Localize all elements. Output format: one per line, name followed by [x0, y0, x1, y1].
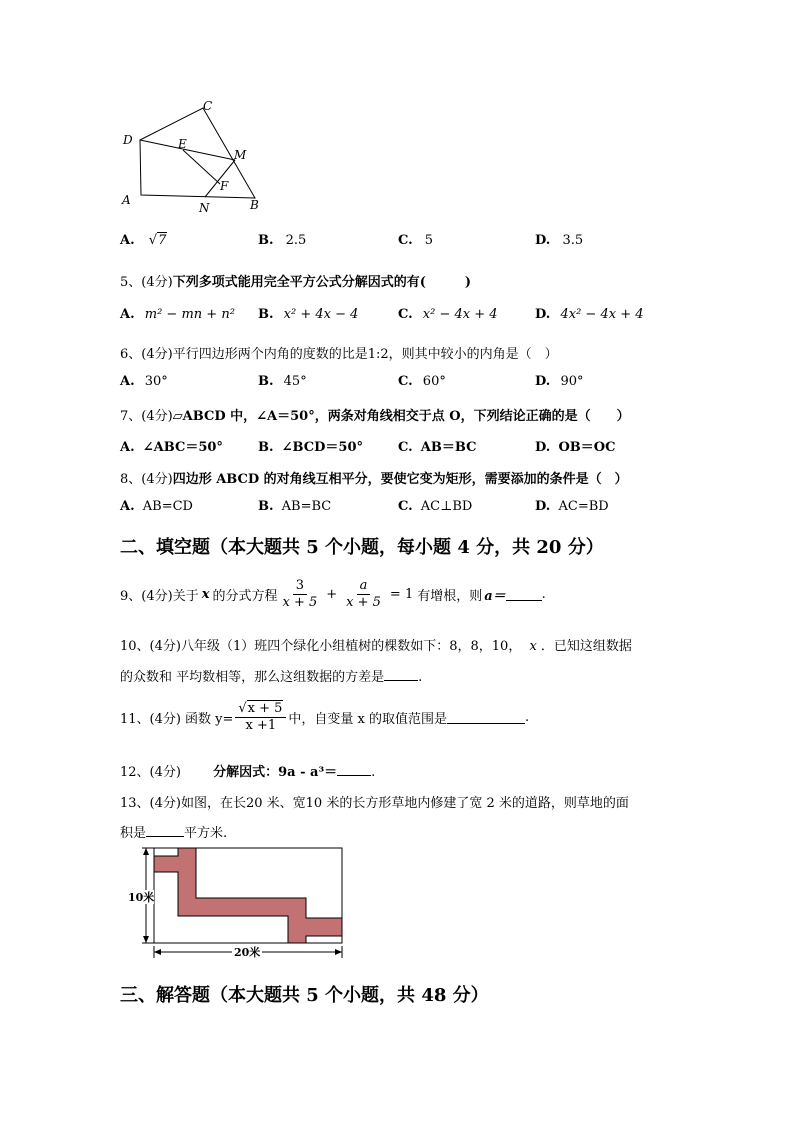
answer-blank[interactable] [447, 711, 525, 724]
answer-blank[interactable] [146, 824, 184, 837]
fraction-2: $\frac{a}{x + 5}$ [346, 578, 381, 610]
option-value: 4x² − 4x + 4 [560, 307, 644, 322]
question-text: 中，自变量 x 的取值范围是 [288, 712, 448, 727]
label-A: A [122, 193, 131, 207]
question-text: 的分式方程 [212, 589, 278, 604]
question-11 [120, 701, 529, 734]
question-12 [120, 761, 375, 780]
question-text: 函数 y= [184, 712, 234, 727]
option-value: AB=CD [142, 499, 193, 514]
option-value: x² + 4x − 4 [283, 307, 359, 322]
option-value: OB＝OC [558, 440, 616, 455]
option-label: B. [258, 233, 274, 248]
option-label: A. [120, 307, 135, 322]
q4-option-c[interactable] [398, 233, 433, 248]
question-prefix: 11、(4分) [120, 712, 181, 727]
option-value: 30° [144, 374, 168, 389]
q6-option-b[interactable] [258, 374, 307, 389]
option-label: A. [120, 499, 135, 514]
question-10-line-2 [120, 666, 422, 685]
label-C: C [203, 99, 213, 113]
q6-option-c[interactable] [398, 374, 446, 389]
question-7 [120, 405, 630, 424]
answer-blank[interactable] [337, 763, 371, 776]
option-label: A. [120, 374, 135, 389]
label-F: F [220, 179, 229, 193]
option-value: 90° [560, 374, 584, 389]
option-value: 60° [422, 374, 446, 389]
option-value: AB＝BC [420, 440, 477, 455]
road-figure [124, 842, 348, 964]
question-5 [120, 271, 471, 290]
question-text: 下列多项式能用完全平方公式分解因式的有( ) [172, 275, 471, 290]
answer-blank[interactable] [506, 588, 542, 601]
question-text: 平方米. [184, 826, 228, 841]
option-value: 45° [283, 374, 307, 389]
question-prefix: 7、(4分) [120, 409, 173, 424]
question-13-line-2 [120, 822, 227, 841]
question-text: 积是 [120, 826, 147, 841]
q4-option-b[interactable] [258, 233, 306, 248]
question-text: 分解因式：9a - a³＝ [213, 765, 338, 780]
period: . [371, 765, 376, 780]
option-label: C. [398, 499, 413, 514]
option-label: A. [120, 233, 135, 248]
width-label: 20米 [234, 946, 261, 959]
question-13-line-1 [120, 792, 629, 811]
question-prefix: 12、(4分) [120, 765, 181, 780]
question-text: 有增根，则 [417, 589, 483, 604]
answer-var: a＝ [484, 589, 506, 604]
question-prefix: 10、(4分) [120, 639, 181, 654]
question-text: 八年级（1）班四个绿化小组植树的棵数如下：8，8，10， [180, 639, 522, 654]
question-prefix: 6、(4分) [120, 347, 173, 362]
q8-option-a[interactable] [120, 499, 193, 514]
option-value: 5 [424, 233, 434, 248]
fraction-1: $\frac{3}{x + 5}$ [282, 578, 318, 610]
height-label: 10米 [128, 891, 155, 904]
question-prefix: 8、(4分) [120, 472, 173, 487]
option-label: C. [398, 233, 413, 248]
question-8 [120, 468, 628, 487]
option-label: D. [535, 233, 551, 248]
question-prefix: 13、(4分) [120, 796, 181, 811]
variable: x [529, 639, 537, 654]
option-label: C. [398, 440, 413, 455]
option-value: 2.5 [285, 233, 307, 248]
answer-blank[interactable] [384, 668, 418, 681]
section-2-title: 二、填空题（本大题共 5 个小题，每小题 4 分，共 20 分） [120, 537, 604, 558]
option-label: D. [535, 440, 551, 455]
option-label: D. [535, 499, 551, 514]
q7-option-a[interactable] [120, 436, 223, 455]
q8-option-c[interactable] [398, 499, 472, 514]
label-E: E [178, 137, 187, 151]
option-value: AC=BD [558, 499, 609, 514]
option-label: C. [398, 374, 413, 389]
option-value: AB=BC [281, 499, 332, 514]
question-text: 四边形 ABCD 的对角线互相平分，要使它变为矩形，需要添加的条件是（ ） [172, 472, 628, 487]
period: . [541, 587, 546, 602]
option-label: D. [535, 307, 551, 322]
q4-option-a[interactable] [120, 233, 167, 248]
geometry-figure [115, 98, 275, 218]
question-prefix: 9、(4分) [120, 589, 173, 604]
question-prefix: 5、(4分) [120, 275, 173, 290]
question-text: 平行四边形两个内角的度数的比是1:2，则其中较小的内角是（ ） [172, 347, 558, 362]
question-9 [120, 578, 546, 611]
option-value: x² − 4x + 4 [422, 307, 498, 322]
period: . [418, 670, 423, 685]
option-value: AC⊥BD [420, 499, 473, 514]
label-N: N [199, 201, 210, 215]
option-label: C. [398, 307, 413, 322]
equals-sign: = 1 [389, 587, 414, 602]
question-10-line-1 [120, 635, 632, 654]
sqrt-expression: √7 [148, 233, 167, 248]
option-value: ∠ABC＝50° [142, 440, 223, 455]
option-label: B. [258, 499, 274, 514]
question-text: 关于 [172, 589, 199, 604]
option-label: A. [120, 440, 135, 455]
variable: x [201, 587, 210, 602]
q8-option-b[interactable] [258, 499, 331, 514]
q5-option-d[interactable] [535, 307, 644, 322]
option-value: ∠BCD＝50° [281, 440, 363, 455]
option-value: m² − mn + n² [144, 307, 235, 322]
q6-option-a[interactable] [120, 374, 168, 389]
option-label: B. [258, 374, 274, 389]
label-M: M [234, 148, 247, 162]
question-text: ▱ABCD 中，∠A＝50°，两条对角线相交于点 O，下列结论正确的是（ ） [172, 409, 630, 424]
q7-option-c[interactable] [398, 436, 476, 455]
option-label: B. [258, 440, 274, 455]
q5-option-b[interactable] [258, 307, 358, 322]
option-value: 3.5 [562, 233, 584, 248]
period: . [525, 710, 530, 725]
function-fraction: $\frac{√x + 5}{x +1}$ [235, 701, 286, 734]
label-B: B [250, 198, 259, 212]
q8-option-d[interactable] [535, 499, 609, 514]
question-text: ．已知这组数据 [540, 639, 632, 654]
question-text: 如图，在长20 米、宽10 米的长方形草地内修建了宽 2 米的道路，则草地的面 [180, 796, 629, 811]
q7-option-b[interactable] [258, 436, 363, 455]
plus-sign: + [326, 587, 338, 602]
section-3-title: 三、解答题（本大题共 5 个小题，共 48 分） [120, 985, 489, 1006]
q5-option-a[interactable] [120, 307, 235, 322]
q4-option-d[interactable] [535, 233, 583, 248]
option-label: D. [535, 374, 551, 389]
label-D: D [123, 133, 133, 147]
q5-option-c[interactable] [398, 307, 498, 322]
option-label: B. [258, 307, 274, 322]
q6-option-d[interactable] [535, 374, 584, 389]
question-text: 的众数和 平均数相等，那么这组数据的方差是 [120, 670, 385, 685]
q7-option-d[interactable] [535, 436, 615, 455]
question-6 [120, 343, 558, 362]
